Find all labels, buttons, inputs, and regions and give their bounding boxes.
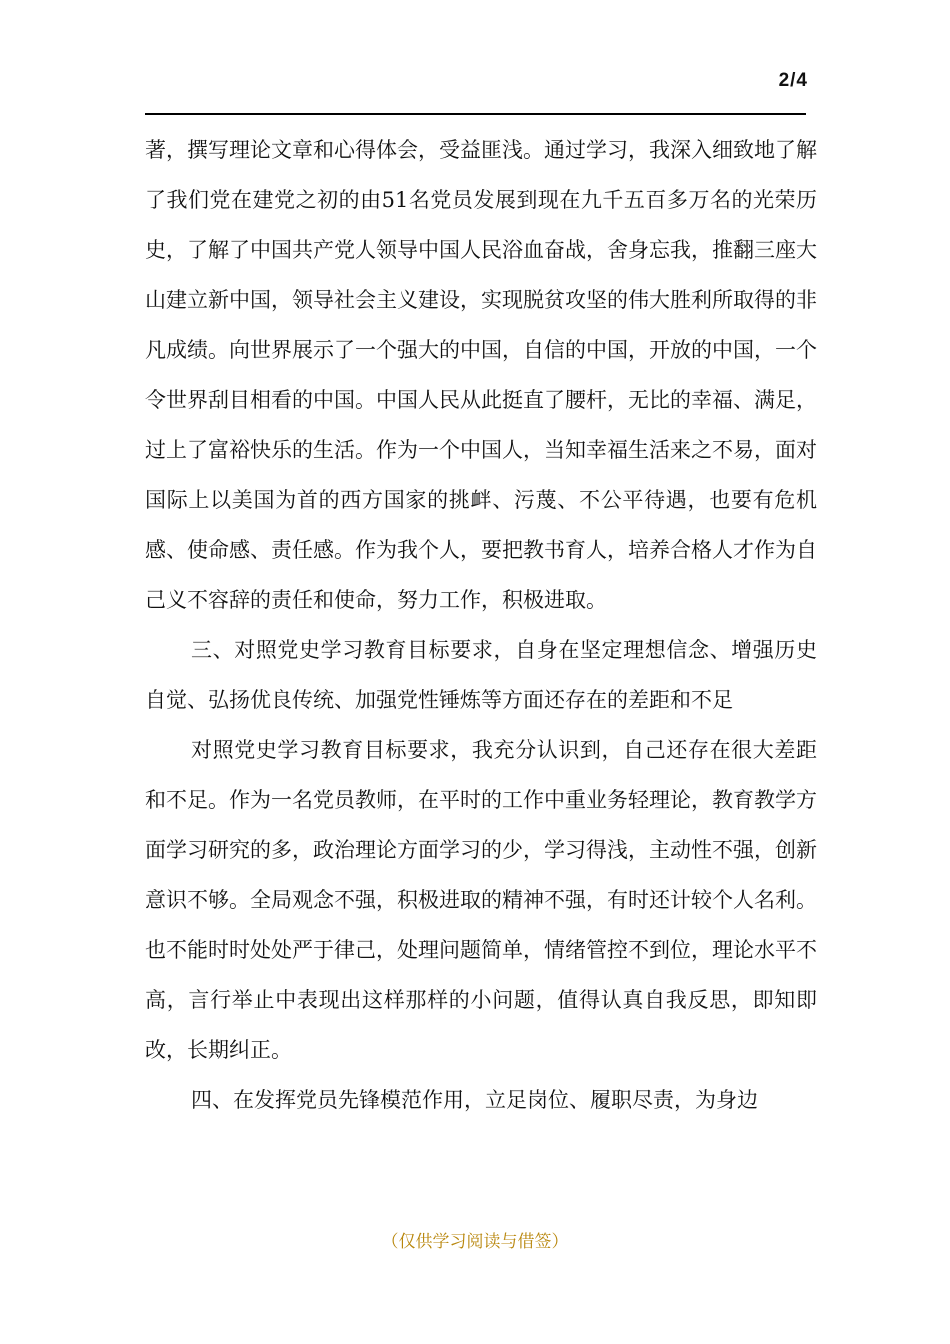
- section-heading-three: 三、对照党史学习教育目标要求，自身在坚定理想信念、增强历史自觉、弘扬优良传统、加强党性锤炼等方面还存在的差距和不足: [145, 638, 817, 712]
- document-body: [145, 125, 817, 1125]
- section-heading-four: 四、在发挥党员先锋模范作用，立足岗位、履职尽责，为身边: [191, 1088, 758, 1112]
- page-number: 2/4: [778, 70, 808, 91]
- footer-note: （仅供学习阅读与借签）: [381, 1232, 569, 1252]
- paragraph-continuation: 著，撰写理论文章和心得体会，受益匪浅。通过学习，我深入细致地了解了我们党在建党之初的由51名党员发展到现在九千五百多万名的光荣历史，了解了中国共产党人领导中国人民浴血奋战，舍身忘我，推翻三座大山建立新中国，领导社会主义建设，实现脱贫攻坚的伟大胜利所取得的非凡成绩。向世界展示了一个强大的中国，自信的中国，开放的中国，一个令世界刮目相看的中国。中国人民从此挺直了腰杆，无比的幸福、满足，过上了富裕快乐的生活。作为一个中国人，当知幸福生活来之不易，面对国际上以美国为首的西方国家的挑衅、污蔑、不公平待遇，也要有危机感、使命感、责任感。作为我个人，要把教书育人，培养合格人才作为自己义不容辞的责任和使命，努力工作，积极进取。: [145, 138, 817, 612]
- header-divider: [145, 113, 806, 115]
- paragraph-shortcomings: 对照党史学习教育目标要求，我充分认识到，自己还存在很大差距和不足。作为一名党员教师，在平时的工作中重业务轻理论，教育教学方面学习研究的多，政治理论方面学习的少，学习得浅，主动性不强，创新意识不够。全局观念不强，积极进取的精神不强，有时还计较个人名利。也不能时时处处严于律己，处理问题简单，情绪管控不到位，理论水平不高，言行举止中表现出这样那样的小问题，值得认真自我反思，即知即改，长期纠正。: [145, 738, 817, 1062]
